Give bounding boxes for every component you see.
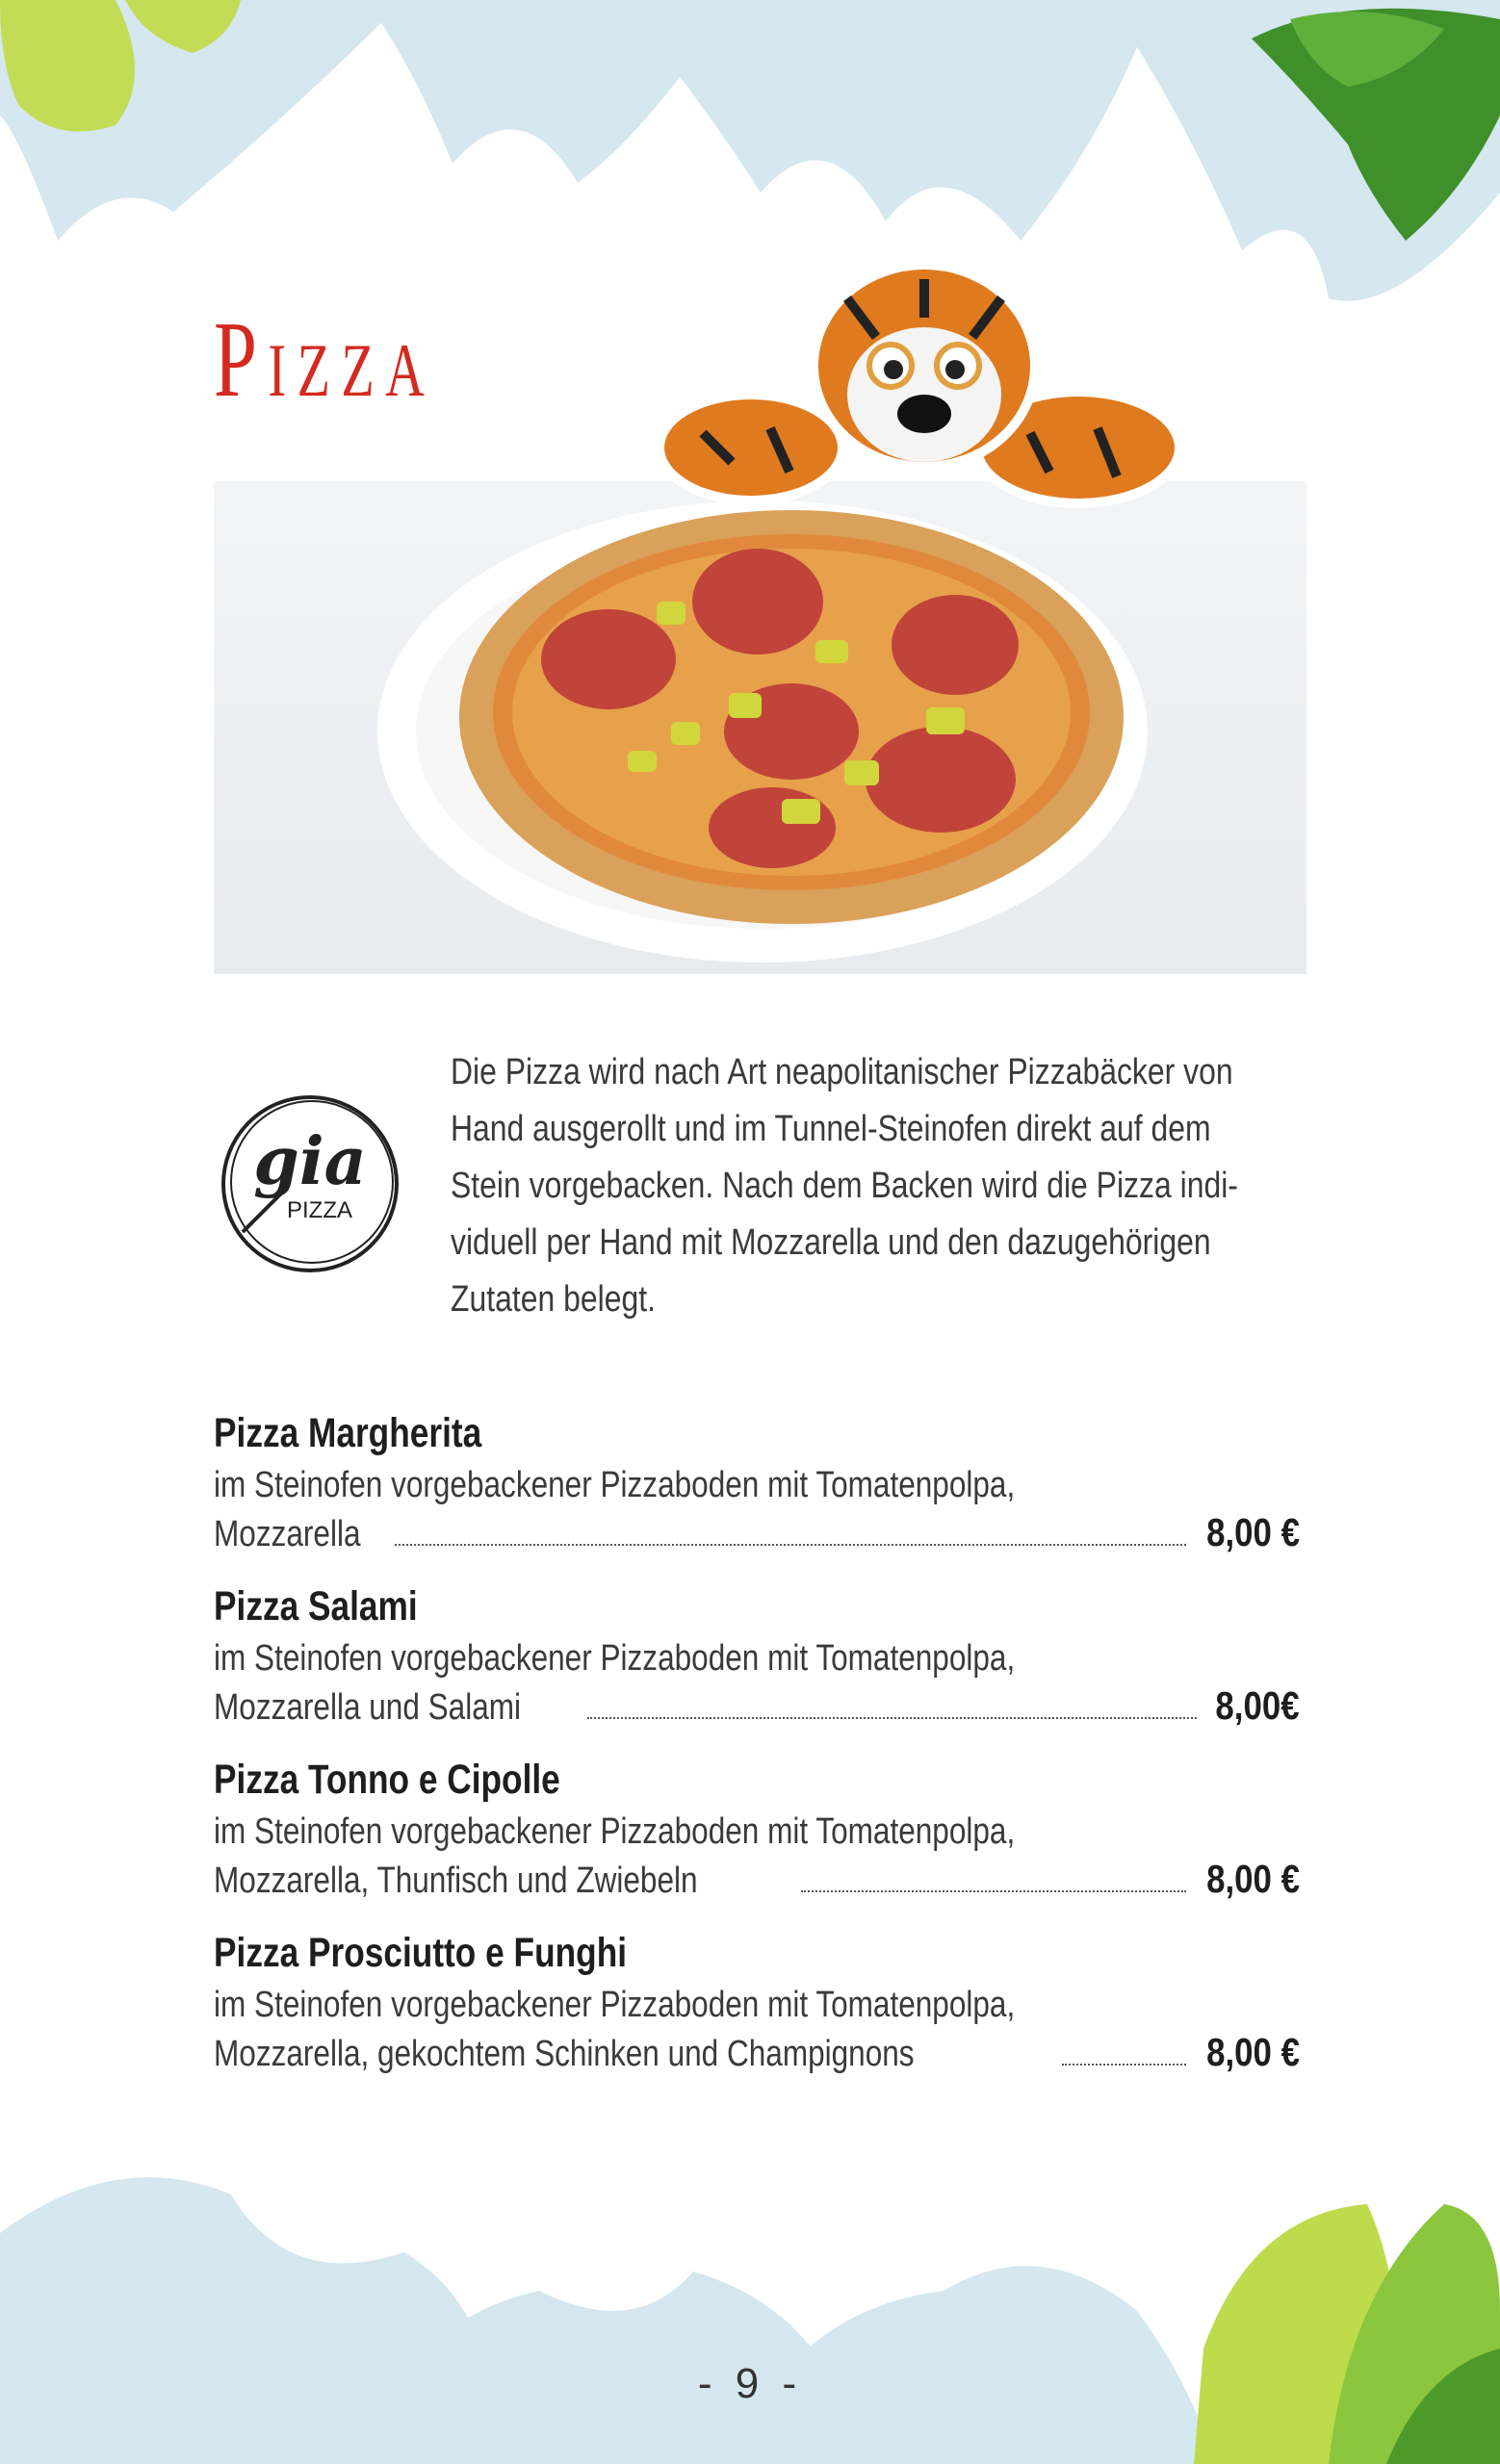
intro-line: Hand ausgerollt und im Tunnel-Steinofen direkt auf dem <box>451 1109 1211 1149</box>
intro-paragraph <box>451 1044 1292 1328</box>
intro-line: Stein vorgebacken. Nach dem Backen wird die Pizza indi- <box>451 1166 1238 1206</box>
dot-leader <box>587 1716 1197 1719</box>
item-description: im Steinofen vorgebackener Pizzaboden mit Tomatenpolpa, <box>214 1638 1016 1679</box>
intro-line: viduell per Hand mit Mozzarella und den dazugehörigen <box>451 1222 1211 1263</box>
item-name: Pizza Prosciutto e Funghi <box>214 1930 628 1976</box>
intro-line: Die Pizza wird nach Art neapolitanischer Pizzabäcker von <box>451 1052 1233 1092</box>
page-number: - 9 - <box>697 2360 803 2407</box>
item-description-end: Mozzarella, Thunfisch und Zwiebeln <box>214 1861 698 1901</box>
item-price: 8,00€ <box>1215 1683 1300 1728</box>
dot-leader <box>801 1889 1187 1892</box>
item-description: im Steinofen vorgebackener Pizzaboden mit Tomatenpolpa, <box>214 1465 1016 1505</box>
item-name: Pizza Salami <box>214 1583 418 1630</box>
item-description: im Steinofen vorgebackener Pizzaboden mit Tomatenpolpa, <box>214 1985 1016 2025</box>
dot-leader <box>395 1543 1186 1546</box>
gia-pizza-logo <box>214 1088 406 1280</box>
item-description-end: Mozzarella und Salami <box>214 1687 522 1728</box>
intro-line: Zutaten belegt. <box>451 1279 656 1320</box>
menu-list <box>214 1405 1300 2098</box>
item-price: 8,00 € <box>1206 1510 1300 1554</box>
menu-item <box>214 1925 1300 2079</box>
item-price: 8,00 € <box>1206 1857 1300 1901</box>
item-name: Pizza Margherita <box>214 1410 482 1456</box>
dot-leader <box>1062 2063 1186 2066</box>
menu-item <box>214 1578 1300 1732</box>
menu-item <box>214 1405 1300 1559</box>
logo-script-text: gia <box>253 1123 367 1200</box>
item-description-end: Mozzarella <box>214 1514 361 1554</box>
item-description-end: Mozzarella, gekochtem Schinken und Champignons <box>214 2034 915 2074</box>
item-name: Pizza Tonno e Cipolle <box>214 1757 560 1803</box>
logo-sub-text: PIZZA <box>286 1197 353 1223</box>
tiger-mascot <box>645 260 1203 568</box>
item-price: 8,00 € <box>1206 2030 1300 2074</box>
item-description: im Steinofen vorgebackener Pizzaboden mit Tomatenpolpa, <box>214 1811 1016 1852</box>
menu-item <box>214 1752 1300 1906</box>
page-title: Pizza <box>214 300 436 420</box>
